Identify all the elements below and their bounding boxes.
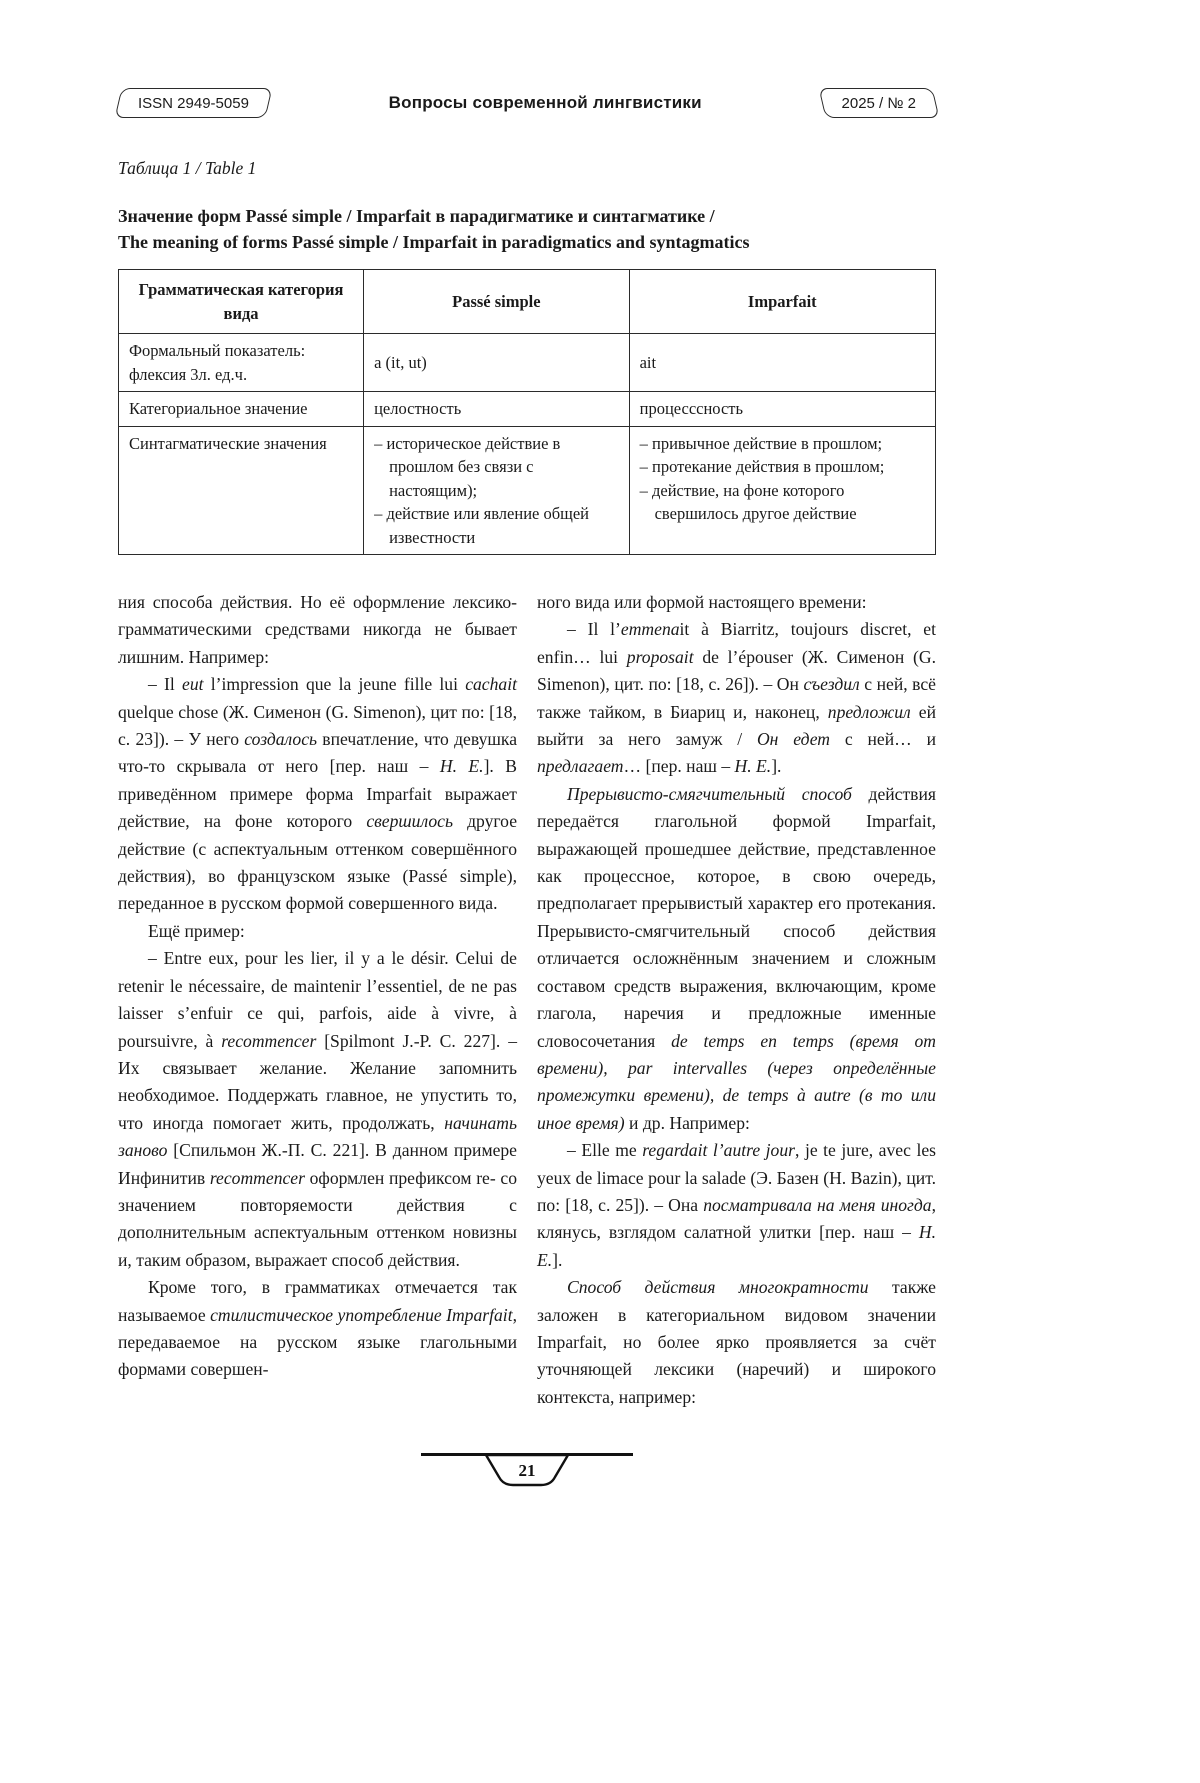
cell-formal-passe-simple: a (it, ut) [364, 334, 630, 392]
body-right-column [537, 589, 936, 1411]
cell-formal-imparfait: ait [629, 334, 935, 392]
body-left-column [118, 589, 517, 1411]
paragraph: – Entre eux, pour les lier, il y a le désir. Celui de retenir le nécessaire, de maintenir l’essentiel, de ne pas laisser s’enfuir ce qui, parfois, aide à vivre, à poursuivre, à recommencer [Spilmont J.-P. С. 227]. – Их связывает желание. Желание запомнить необходимое. Поддержать главное, не упустить то, что иногда помогает жить, продолжать, начинать заново [Спильмон Ж.-П. С. 221]. В данном примере Инфинитив recommencer оформлен префиксом re- со значением повторяемости действия с дополнительным аспектуальным оттенком новизны и, таким образом, выражает способ действия. [118, 948, 518, 1270]
issue-badge [822, 88, 936, 118]
list-item: – действие или явление общей известности [374, 504, 589, 547]
cell-syntagmatic-passe-simple [364, 426, 630, 555]
issn-badge [118, 88, 269, 118]
table-row [119, 334, 936, 392]
paragraph: Прерывисто-смягчительный способ действия передаётся глагольной формой Imparfait, выражающей прошедшее действие, представленное как процессное, которое, в свою очередь, предполагает прерывистый характер его протекания. Прерывисто-смягчительный способ действия отличается осложнённым значением и сложным составом средств выражения, включающим, кроме глагола, наречия и предложные именные словосочетания de temps en temps (время от времени), par intervalles (через определённые промежутки времени), de temps à autre (в то или иное время) и др. Например: [537, 783, 936, 1133]
table-row [119, 426, 936, 555]
paragraph: ния способа действия. Но её оформление лексико-грамматическими средствами никогда не бывает лишним. Например: [118, 592, 517, 667]
paragraph: – Il l’emmenait à Biarritz, toujours discret, et enfin… lui proposait de l’épouser (Ж. Сименон (G. Simenon), цит. по: [18, с. 26]). – Он съездил с ней, всё также тайком, в Биариц и, наконец, предложил ей выйти за него замуж / Он едет с ней… и предлагает… [пер. наш – Н. Е.]. [537, 619, 937, 777]
issue-text: 2025 / № 2 [841, 94, 916, 112]
cell-categorial-imparfait: процесссность [629, 392, 935, 427]
cell-categorial-label: Категориальное значение [119, 392, 364, 427]
page-footer [118, 1453, 936, 1487]
list-item: – действие, на фоне которого свершилось другое действие [639, 480, 857, 523]
cell-categorial-passe-simple: целостность [364, 392, 630, 427]
cell-syntagmatic-label: Синтагматические значения [119, 426, 364, 555]
table-title-line1: Значение форм Passé simple / Imparfait в парадигматике и синтагматике / [118, 206, 715, 226]
list-item: – историческое действие в прошлом без связи с настоящим); [374, 433, 561, 500]
journal-title: Вопросы современной лингвистики [388, 93, 702, 112]
table-row [119, 392, 936, 427]
table-caption: Таблица 1 / Table 1 [118, 158, 257, 178]
header-cell-category: Грамматическая категория вида [119, 270, 364, 334]
paragraph: Способ действия многократности также заложен в категориальном видовом значении Imparfait, но более ярко проявляется за счёт уточняющей лексики (наречий) и широкого контекста, например: [537, 1277, 936, 1407]
table-title [118, 203, 936, 255]
list-item: – привычное действие в прошлом; [639, 433, 883, 453]
paragraph: – Elle me regardait l’autre jour, je te jure, avec les yeux de limace pour la salade (Э. Базен (H. Bazin), цит. по: [18, с. 25]). – Она посматривала на меня иногда, клянусь, взглядом салатной улитки [пер. наш – Н. Е.]. [537, 1140, 936, 1270]
issn-text: ISSN 2949-5059 [138, 94, 249, 112]
paragraph: – Il eut l’impression que la jeune fille lui cachait quelque chose (Ж. Сименон (G. Simenon), цит по: [18, с. 23]). – У него создалось впечатление, что девушка что-то скрывала от него [пер. наш – Н. Е.]. В приведённом примере форма Imparfait выражает действие, на фоне которого свершилось другое действие (с аспектуальным оттенком совершённого действия), во французском языке (Passé simple), переданное в русском формой совершенного вида. [118, 674, 518, 914]
list-item: – протекание действия в прошлом; [639, 457, 885, 476]
header-cell-imparfait: Imparfait [629, 270, 935, 334]
paragraph: Кроме того, в грамматиках отмечается так называемое стилистическое употребление Imparfait, передаваемое на русском языке глагольными формами совершен- [118, 1277, 517, 1380]
paragraph: ного вида или формой настоящего времени: [537, 592, 867, 612]
cell-syntagmatic-imparfait [629, 426, 935, 555]
page-number-badge [484, 1453, 570, 1487]
header-cell-passe-simple: Passé simple [364, 270, 630, 334]
paragraph: Ещё пример: [148, 920, 245, 941]
page-number: 21 [518, 1461, 536, 1481]
aspect-meaning-table [118, 269, 936, 555]
running-head [118, 0, 936, 118]
page-content [118, 0, 936, 1487]
cell-formal-label: Формальный показатель: флексия 3л. ед.ч. [119, 334, 364, 392]
article-body [118, 589, 936, 1411]
table-header-row [119, 270, 936, 334]
table-title-line2: The meaning of forms Passé simple / Imparfait in paradigmatics and syntagmatics [118, 232, 750, 252]
